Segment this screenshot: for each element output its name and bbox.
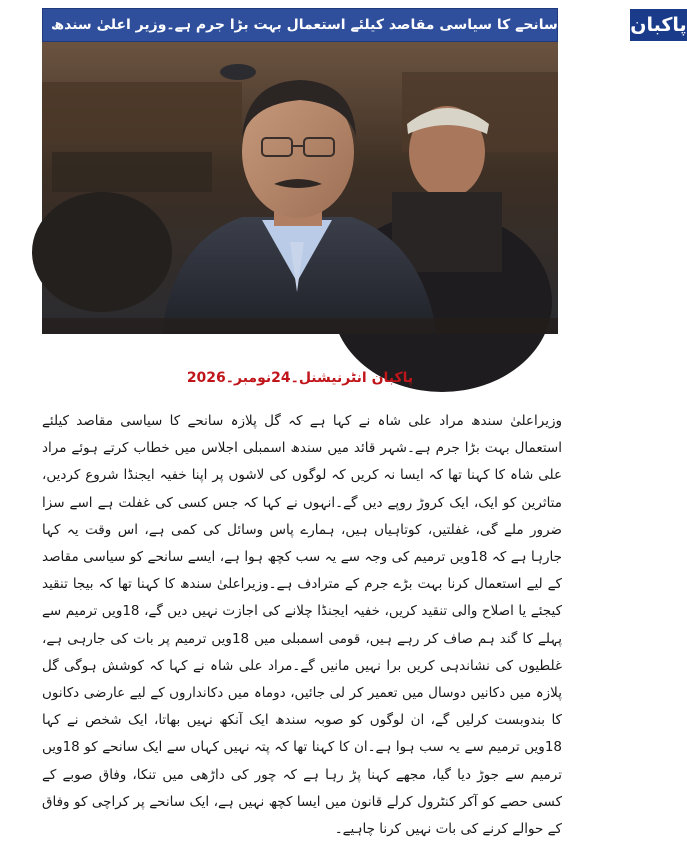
headline-banner bbox=[42, 8, 687, 42]
banner-headline: گل پلازہ سانحے کا سیاسی مقاصد کیلئے استعمال بہت بڑا جرم ہے۔وزیر اعلیٰ سندھ bbox=[51, 17, 621, 33]
news-photo bbox=[42, 42, 558, 334]
article-body: وزیراعلیٰ سندھ مراد علی شاہ نے کہا ہے کہ گل پلازہ سانحے کا سیاسی مقاصد کیلئے استعمال بہت بڑا جرم ہے۔شہر قائد میں سندھ اسمبلی اجلاس میں خطاب کرتے ہوئے مراد علی شاہ کا کہنا تھا کہ ایسا نہ کریں کہ لوگوں کی لاشوں پر اپنا خفیہ ایجنڈا شروع کردیں، متاثرین کو ایک، ایک کروڑ روپے دیں گے۔انہوں نے کہا کہ جس کسی کی غفلت ہے اسے سزا ضرور ملے گی، غفلتیں، کوتاہیاں ہیں، ہمارے پاس وسائل کی کمی ہے، اس وقت یہ کہا جارہا ہے کہ 18ویں ترمیم کی وجہ سے یہ سب کچھ ہوا ہے، ایسے سانحے کو سیاسی مقاصد کے لیے استعمال کرنا بہت بڑے جرم کے مترادف ہے۔وزیراعلیٰ سندھ کا کہنا تھا کہ بیجا تنقید کیجئے یا اصلاح والی تنقید کریں، خفیہ ایجنڈا چلانے کی اجازت نہیں دیں گے، 18ویں ترمیم سے پہلے کا گند ہم صاف کر رہے ہیں، قومی اسمبلی میں 18ویں ترمیم پر بات کی جارہی ہے، غلطیوں کی نشاندہی کریں برا نہیں مانیں گے۔مراد علی شاہ نے کہا کہ کوشش ہوگی گل پلازہ میں دکانیں دوسال میں تعمیر کر لی جائیں، دوماہ میں دکانداروں کے لیے عارضی دکانوں کا بندوبست کرلیں گے، ان لوگوں کو صوبہ سندھ ایک آنکھ نہیں بھاتا، ایک شخص نے کہا 18ویں ترمیم سے یہ سب ہوا ہے۔ان کا کہنا تھا کہ پتہ نہیں کہاں سے ایک سانحے کو 18ویں ترمیم سے جوڑ دیا گیا، مجھے کہنا پڑ رہا ہے کہ چور کی داڑھی میں تنکا، وفاق صوبے کے کسی حصے کو آکر کنٹرول کرلے قانون میں ایسا کچھ نہیں ہے، ایک سانحے پر کراچی کو وفاق کے حوالے کرنے کی بات نہیں کرنا چاہیے۔ bbox=[42, 413, 562, 838]
photo-illustration bbox=[42, 42, 558, 334]
brand-logo: پاکبان bbox=[628, 9, 686, 41]
dateline: پاکبان انٹرنیشنل۔24نومبر۔2026 bbox=[186, 370, 414, 386]
